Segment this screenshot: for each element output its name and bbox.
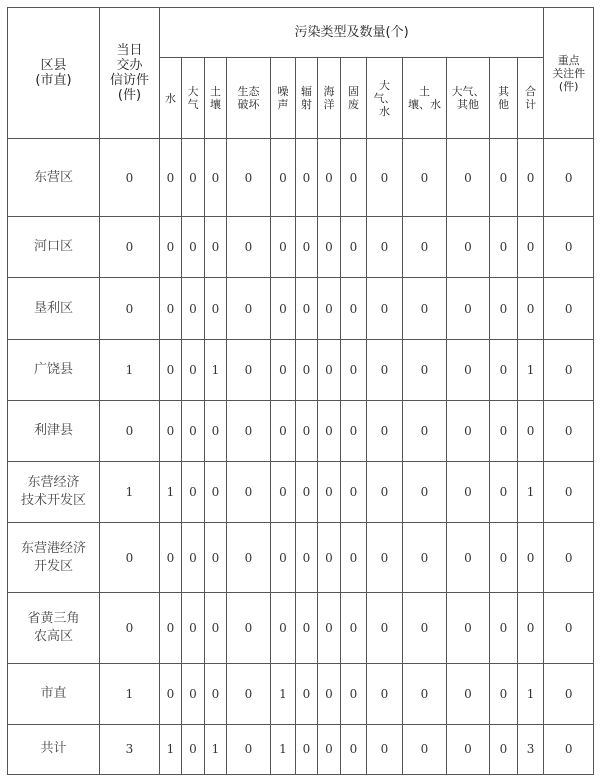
- daily-count-cell: 0: [100, 217, 160, 278]
- type-count-cell: 0: [318, 523, 341, 593]
- type-count-cell: 0: [341, 461, 367, 522]
- type-count-cell: 0: [403, 278, 447, 339]
- table-row: [8, 461, 594, 522]
- daily-count-cell: 3: [100, 724, 160, 774]
- region-cell: [8, 278, 100, 339]
- header-type-5: [296, 58, 318, 139]
- type-count-cell: 0: [518, 593, 544, 663]
- type-count-cell: 0: [182, 663, 205, 724]
- type-count-cell: 0: [182, 461, 205, 522]
- region-cell: [8, 523, 100, 593]
- header-daily: [100, 8, 160, 139]
- type-count-cell: 0: [490, 461, 518, 522]
- type-count-cell: 0: [341, 139, 367, 217]
- complaint-table: [7, 7, 594, 775]
- header-daily-line: 信访件: [109, 73, 149, 88]
- region-cell: [8, 139, 100, 217]
- type-count-cell: 0: [227, 139, 271, 217]
- header-type-line: 气、: [373, 91, 396, 105]
- type-count-cell: 0: [271, 593, 296, 663]
- region-cell: [8, 400, 100, 461]
- header-type-3: [227, 58, 271, 139]
- region-line: 农高区: [33, 629, 73, 644]
- type-count-cell: 0: [227, 724, 271, 774]
- type-count-cell: 0: [447, 139, 490, 217]
- type-count-cell: 0: [182, 724, 205, 774]
- type-count-cell: 0: [296, 461, 318, 522]
- type-count-cell: 0: [227, 339, 271, 400]
- type-count-cell: 0: [403, 724, 447, 774]
- header-type-1: [182, 58, 205, 139]
- type-count-cell: 0: [518, 400, 544, 461]
- header-daily-line: (件): [117, 88, 142, 103]
- header-type-line: 气: [187, 98, 199, 111]
- daily-count-cell: 1: [100, 663, 160, 724]
- type-count-cell: 1: [160, 724, 182, 774]
- type-count-cell: 0: [341, 663, 367, 724]
- region-cell: [8, 593, 100, 663]
- type-count-cell: 1: [518, 663, 544, 724]
- type-count-cell: 0: [490, 593, 518, 663]
- key-count-cell: 0: [544, 139, 594, 217]
- table-row: [8, 663, 594, 724]
- type-count-cell: 0: [227, 400, 271, 461]
- type-count-cell: 0: [447, 217, 490, 278]
- daily-count-cell: 0: [100, 593, 160, 663]
- type-count-cell: 0: [447, 339, 490, 400]
- type-count-cell: 0: [160, 278, 182, 339]
- type-count-cell: 0: [296, 593, 318, 663]
- type-count-cell: 0: [367, 724, 403, 774]
- type-count-cell: 0: [160, 139, 182, 217]
- type-count-cell: 0: [367, 217, 403, 278]
- region-cell: [8, 339, 100, 400]
- type-count-cell: 0: [296, 523, 318, 593]
- header-type-6: [318, 58, 341, 139]
- type-count-cell: 0: [447, 724, 490, 774]
- header-type-line: 噪: [277, 85, 289, 98]
- type-count-cell: 0: [271, 139, 296, 217]
- header-type-line: 土: [419, 85, 430, 98]
- header-type-line: 其他: [457, 98, 479, 111]
- type-count-cell: 0: [227, 593, 271, 663]
- header-type-line: 大气、: [451, 85, 485, 98]
- type-count-cell: 0: [367, 523, 403, 593]
- region-line: 技术开发区: [20, 493, 86, 509]
- header-type-line: 水: [165, 91, 176, 105]
- type-count-cell: 1: [518, 461, 544, 522]
- type-count-cell: 0: [403, 593, 447, 663]
- type-count-cell: 0: [227, 278, 271, 339]
- table-row: [8, 400, 594, 461]
- type-count-cell: 0: [490, 217, 518, 278]
- type-count-cell: 0: [403, 523, 447, 593]
- region-line: 市直: [40, 685, 67, 701]
- type-count-cell: 0: [403, 339, 447, 400]
- daily-count-cell: 0: [100, 139, 160, 217]
- type-count-cell: 0: [227, 663, 271, 724]
- type-count-cell: 0: [271, 523, 296, 593]
- type-count-cell: 3: [518, 724, 544, 774]
- type-count-cell: 0: [271, 278, 296, 339]
- key-count-cell: 0: [544, 278, 594, 339]
- type-count-cell: 0: [271, 217, 296, 278]
- header-type-line: 大: [187, 85, 199, 98]
- region-cell: [8, 724, 100, 774]
- type-count-cell: 0: [318, 339, 341, 400]
- region-cell: [8, 663, 100, 724]
- region-line: 东营港经济: [20, 540, 86, 556]
- header-type-line: 声: [277, 98, 289, 111]
- type-count-cell: 0: [160, 217, 182, 278]
- type-count-cell: 0: [205, 523, 227, 593]
- type-count-cell: 0: [367, 339, 403, 400]
- type-count-cell: 0: [341, 593, 367, 663]
- header-type-line: 水: [379, 104, 390, 118]
- type-count-cell: 0: [205, 593, 227, 663]
- region-line: 广饶县: [33, 361, 73, 377]
- key-count-cell: 0: [544, 461, 594, 522]
- header-type-line: 海: [323, 85, 335, 98]
- type-count-cell: 0: [318, 593, 341, 663]
- type-count-cell: 0: [403, 461, 447, 522]
- type-count-cell: 1: [160, 461, 182, 522]
- type-count-cell: 0: [490, 523, 518, 593]
- type-count-cell: 1: [271, 724, 296, 774]
- header-type-2: [205, 58, 227, 139]
- table-row: [8, 724, 594, 774]
- type-count-cell: 0: [182, 400, 205, 461]
- type-count-cell: 0: [518, 278, 544, 339]
- type-count-cell: 0: [518, 217, 544, 278]
- type-count-cell: 0: [490, 278, 518, 339]
- header-region: [8, 8, 100, 139]
- table-row: [8, 523, 594, 593]
- type-count-cell: 0: [227, 217, 271, 278]
- type-count-cell: 0: [341, 278, 367, 339]
- header-key: [544, 8, 594, 139]
- type-count-cell: 0: [160, 523, 182, 593]
- type-count-cell: 0: [205, 139, 227, 217]
- type-count-cell: 0: [490, 663, 518, 724]
- header-type-line: 他: [498, 98, 509, 111]
- region-line: 河口区: [33, 239, 73, 255]
- type-count-cell: 0: [490, 339, 518, 400]
- header-type-line: 废: [348, 98, 359, 111]
- type-count-cell: 0: [318, 400, 341, 461]
- daily-count-cell: 0: [100, 523, 160, 593]
- header-type-line: 大: [379, 78, 390, 92]
- region-line: 垦利区: [33, 300, 73, 316]
- type-count-cell: 0: [341, 400, 367, 461]
- header-type-line: 生态: [237, 85, 260, 98]
- type-count-cell: 0: [341, 217, 367, 278]
- type-count-cell: 0: [296, 217, 318, 278]
- type-count-cell: 0: [318, 139, 341, 217]
- type-count-cell: 0: [296, 278, 318, 339]
- type-count-cell: 0: [205, 217, 227, 278]
- header-type-line: 合: [525, 85, 537, 98]
- type-count-cell: 0: [447, 461, 490, 522]
- type-count-cell: 0: [367, 663, 403, 724]
- type-count-cell: 0: [296, 663, 318, 724]
- header-region-line: (市直): [35, 73, 72, 88]
- type-count-cell: 0: [160, 339, 182, 400]
- type-count-cell: 0: [182, 523, 205, 593]
- header-type-12: [518, 58, 544, 139]
- header-type-11: [490, 58, 518, 139]
- type-count-cell: 0: [341, 523, 367, 593]
- type-count-cell: 0: [490, 400, 518, 461]
- table-row: [8, 139, 594, 217]
- type-count-cell: 1: [518, 339, 544, 400]
- type-count-cell: 0: [296, 339, 318, 400]
- type-count-cell: 0: [227, 523, 271, 593]
- type-count-cell: 0: [296, 139, 318, 217]
- table-row: [8, 217, 594, 278]
- type-count-cell: 1: [205, 724, 227, 774]
- type-count-cell: 0: [403, 217, 447, 278]
- header-type-line: 破坏: [237, 98, 260, 111]
- region-line: 省黄三角: [27, 611, 80, 626]
- table-row: [8, 278, 594, 339]
- key-count-cell: 0: [544, 724, 594, 774]
- type-count-cell: 0: [447, 663, 490, 724]
- key-count-cell: 0: [544, 400, 594, 461]
- key-count-cell: 0: [544, 593, 594, 663]
- header-type-line: 射: [301, 98, 312, 111]
- header-type-line: 固: [348, 85, 359, 98]
- table-body: [8, 139, 594, 775]
- type-count-cell: 0: [182, 339, 205, 400]
- type-count-cell: 0: [518, 139, 544, 217]
- type-count-cell: 0: [490, 139, 518, 217]
- table-row: [8, 593, 594, 663]
- key-count-cell: 0: [544, 339, 594, 400]
- key-count-cell: 0: [544, 523, 594, 593]
- type-count-cell: 0: [403, 663, 447, 724]
- region-line: 共计: [40, 741, 67, 757]
- region-cell: [8, 461, 100, 522]
- type-count-cell: 0: [490, 724, 518, 774]
- type-count-cell: 0: [367, 593, 403, 663]
- type-count-cell: 0: [160, 593, 182, 663]
- type-count-cell: 0: [403, 400, 447, 461]
- type-count-cell: 0: [205, 278, 227, 339]
- header-type-line: 土: [210, 85, 221, 98]
- type-count-cell: 0: [182, 139, 205, 217]
- header-type-line: 辐: [301, 85, 312, 98]
- type-count-cell: 0: [271, 461, 296, 522]
- header-type-line: 计: [525, 98, 537, 111]
- header-type-line: 洋: [323, 98, 335, 111]
- region-cell: [8, 217, 100, 278]
- header-type-10: [447, 58, 490, 139]
- type-count-cell: 0: [271, 400, 296, 461]
- type-count-cell: 0: [205, 400, 227, 461]
- header-type-7: [341, 58, 367, 139]
- type-count-cell: 0: [160, 400, 182, 461]
- region-line: 东营经济: [27, 475, 80, 491]
- table-row: [8, 339, 594, 400]
- daily-count-cell: 1: [100, 339, 160, 400]
- region-line: 开发区: [33, 558, 73, 574]
- daily-count-cell: 0: [100, 400, 160, 461]
- type-count-cell: 0: [447, 523, 490, 593]
- type-count-cell: 0: [447, 400, 490, 461]
- header-type-0: [160, 58, 182, 139]
- type-count-cell: 0: [318, 663, 341, 724]
- type-count-cell: 0: [182, 278, 205, 339]
- key-count-cell: 0: [544, 663, 594, 724]
- type-count-cell: 0: [518, 523, 544, 593]
- type-count-cell: 0: [182, 217, 205, 278]
- type-count-cell: 0: [318, 461, 341, 522]
- header-type-9: [403, 58, 447, 139]
- type-count-cell: 0: [367, 400, 403, 461]
- type-count-cell: 0: [341, 724, 367, 774]
- type-count-cell: 0: [318, 217, 341, 278]
- type-count-cell: 0: [227, 461, 271, 522]
- header-key-line: 重点: [557, 53, 580, 67]
- type-count-cell: 0: [205, 461, 227, 522]
- header-daily-line: 交办: [116, 58, 143, 73]
- header-type-8: [367, 58, 403, 139]
- type-count-cell: 0: [296, 724, 318, 774]
- type-count-cell: 0: [367, 278, 403, 339]
- header-key-line: (件): [558, 79, 579, 93]
- header-type-line: 其: [498, 85, 509, 98]
- header-key-line: 关注件: [552, 66, 586, 80]
- header-region-line: 区县: [40, 58, 67, 73]
- region-line: 利津县: [33, 422, 73, 438]
- daily-count-cell: 0: [100, 278, 160, 339]
- type-count-cell: 0: [447, 593, 490, 663]
- type-count-cell: 0: [447, 278, 490, 339]
- header-type-line: 壤: [210, 98, 221, 111]
- header-type-4: [271, 58, 296, 139]
- type-count-cell: 0: [367, 461, 403, 522]
- key-count-cell: 0: [544, 217, 594, 278]
- type-count-cell: 1: [271, 663, 296, 724]
- type-count-cell: 0: [318, 724, 341, 774]
- daily-count-cell: 1: [100, 461, 160, 522]
- region-line: 东营区: [33, 169, 73, 185]
- type-count-cell: 0: [318, 278, 341, 339]
- type-count-cell: 0: [182, 593, 205, 663]
- header-type-line: 壤、水: [408, 98, 441, 111]
- type-count-cell: 1: [205, 339, 227, 400]
- type-count-cell: 0: [367, 139, 403, 217]
- type-count-cell: 0: [205, 663, 227, 724]
- type-count-cell: 0: [296, 400, 318, 461]
- header-pollution-group: 污染类型及数量(个): [160, 8, 544, 58]
- type-count-cell: 0: [341, 339, 367, 400]
- type-count-cell: 0: [160, 663, 182, 724]
- type-count-cell: 0: [403, 139, 447, 217]
- header-daily-line: 当日: [116, 43, 143, 58]
- type-count-cell: 0: [271, 339, 296, 400]
